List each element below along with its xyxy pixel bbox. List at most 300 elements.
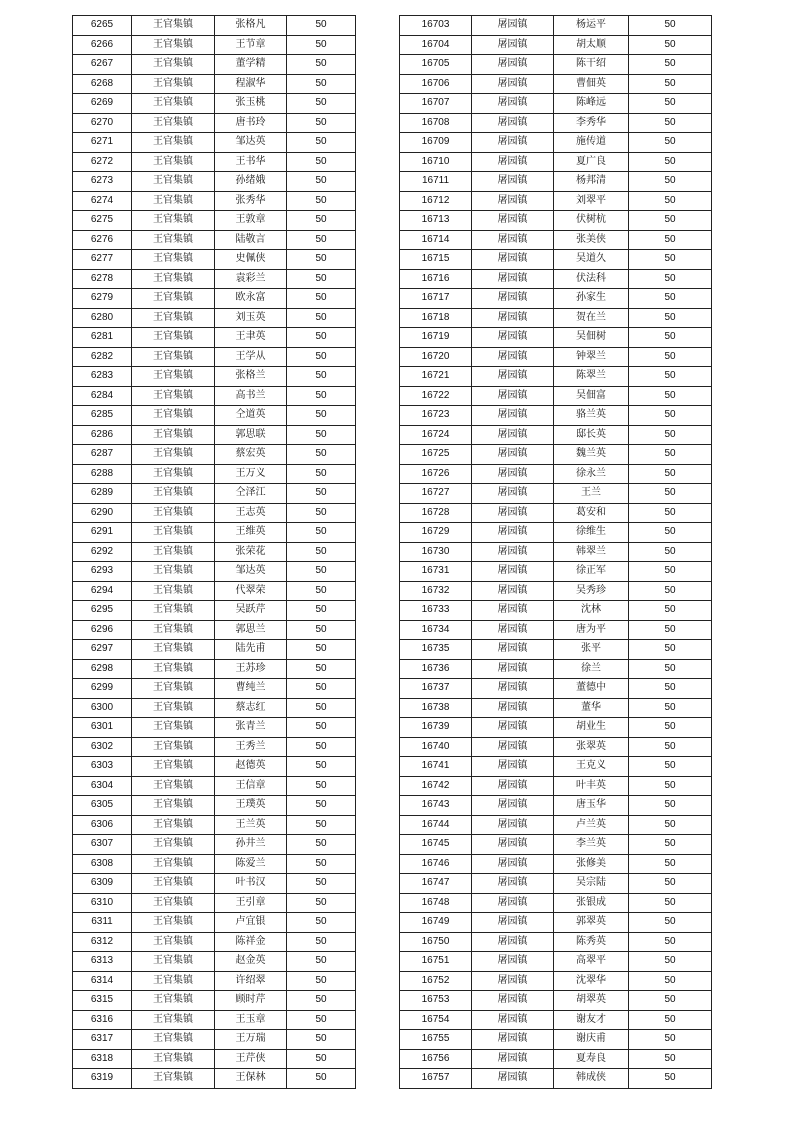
serial-number-cell: 16756 bbox=[400, 1049, 472, 1069]
amount-cell: 50 bbox=[629, 172, 712, 192]
amount-cell: 50 bbox=[629, 347, 712, 367]
table-row bbox=[73, 737, 356, 757]
amount-cell: 50 bbox=[629, 952, 712, 972]
amount-cell: 50 bbox=[629, 718, 712, 738]
amount-cell: 50 bbox=[629, 503, 712, 523]
name-cell: 卢兰英 bbox=[554, 815, 629, 835]
table-row bbox=[73, 718, 356, 738]
name-cell: 邹达英 bbox=[215, 562, 287, 582]
town-cell: 屠园镇 bbox=[472, 815, 554, 835]
amount-cell: 50 bbox=[629, 737, 712, 757]
amount-cell: 50 bbox=[287, 952, 356, 972]
name-cell: 张格凡 bbox=[215, 16, 287, 36]
town-cell: 王官集镇 bbox=[132, 55, 215, 75]
serial-number-cell: 16734 bbox=[400, 620, 472, 640]
name-cell: 李秀华 bbox=[554, 113, 629, 133]
table-row bbox=[400, 640, 712, 660]
serial-number-cell: 6270 bbox=[73, 113, 132, 133]
serial-number-cell: 6309 bbox=[73, 874, 132, 894]
name-cell: 陆敬言 bbox=[215, 230, 287, 250]
table-row bbox=[73, 1069, 356, 1089]
amount-cell: 50 bbox=[287, 211, 356, 231]
amount-cell: 50 bbox=[287, 796, 356, 816]
town-cell: 王官集镇 bbox=[132, 874, 215, 894]
serial-number-cell: 6286 bbox=[73, 425, 132, 445]
table-row bbox=[400, 737, 712, 757]
serial-number-cell: 16746 bbox=[400, 854, 472, 874]
serial-number-cell: 6269 bbox=[73, 94, 132, 114]
serial-number-cell: 6288 bbox=[73, 464, 132, 484]
amount-cell: 50 bbox=[287, 347, 356, 367]
name-cell: 顾时芹 bbox=[215, 991, 287, 1011]
name-cell: 王敦章 bbox=[215, 211, 287, 231]
amount-cell: 50 bbox=[629, 1030, 712, 1050]
name-cell: 王维英 bbox=[215, 523, 287, 543]
amount-cell: 50 bbox=[287, 913, 356, 933]
town-cell: 王官集镇 bbox=[132, 172, 215, 192]
table-row bbox=[73, 425, 356, 445]
name-cell: 张修美 bbox=[554, 854, 629, 874]
town-cell: 王官集镇 bbox=[132, 640, 215, 660]
amount-cell: 50 bbox=[287, 367, 356, 387]
amount-cell: 50 bbox=[629, 250, 712, 270]
amount-cell: 50 bbox=[287, 35, 356, 55]
amount-cell: 50 bbox=[287, 932, 356, 952]
serial-number-cell: 16738 bbox=[400, 698, 472, 718]
name-cell: 仝道英 bbox=[215, 406, 287, 426]
table-row bbox=[400, 74, 712, 94]
town-cell: 屠园镇 bbox=[472, 328, 554, 348]
serial-number-cell: 6277 bbox=[73, 250, 132, 270]
town-cell: 屠园镇 bbox=[472, 113, 554, 133]
serial-number-cell: 6265 bbox=[73, 16, 132, 36]
town-cell: 王官集镇 bbox=[132, 152, 215, 172]
town-cell: 屠园镇 bbox=[472, 347, 554, 367]
town-cell: 屠园镇 bbox=[472, 152, 554, 172]
serial-number-cell: 6297 bbox=[73, 640, 132, 660]
name-cell: 高翠平 bbox=[554, 952, 629, 972]
name-cell: 李兰英 bbox=[554, 835, 629, 855]
table-row bbox=[73, 211, 356, 231]
serial-number-cell: 16717 bbox=[400, 289, 472, 309]
amount-cell: 50 bbox=[629, 1049, 712, 1069]
serial-number-cell: 16725 bbox=[400, 445, 472, 465]
serial-number-cell: 6273 bbox=[73, 172, 132, 192]
name-cell: 蔡宏英 bbox=[215, 445, 287, 465]
serial-number-cell: 6285 bbox=[73, 406, 132, 426]
table-row bbox=[400, 16, 712, 36]
amount-cell: 50 bbox=[629, 74, 712, 94]
name-cell: 董华 bbox=[554, 698, 629, 718]
name-cell: 张银成 bbox=[554, 893, 629, 913]
name-cell: 韩成侠 bbox=[554, 1069, 629, 1089]
serial-number-cell: 16726 bbox=[400, 464, 472, 484]
serial-number-cell: 16737 bbox=[400, 679, 472, 699]
table-row bbox=[400, 250, 712, 270]
amount-cell: 50 bbox=[629, 932, 712, 952]
table-row bbox=[73, 991, 356, 1011]
town-cell: 王官集镇 bbox=[132, 328, 215, 348]
amount-cell: 50 bbox=[287, 1010, 356, 1030]
amount-cell: 50 bbox=[287, 1069, 356, 1089]
serial-number-cell: 16714 bbox=[400, 230, 472, 250]
serial-number-cell: 6298 bbox=[73, 659, 132, 679]
name-cell: 邹达英 bbox=[215, 133, 287, 153]
amount-cell: 50 bbox=[629, 640, 712, 660]
town-cell: 王官集镇 bbox=[132, 698, 215, 718]
amount-cell: 50 bbox=[629, 874, 712, 894]
amount-cell: 50 bbox=[287, 94, 356, 114]
left-roster-body bbox=[73, 16, 356, 1089]
town-cell: 王官集镇 bbox=[132, 308, 215, 328]
serial-number-cell: 16709 bbox=[400, 133, 472, 153]
table-row bbox=[400, 328, 712, 348]
name-cell: 施传道 bbox=[554, 133, 629, 153]
name-cell: 赵金英 bbox=[215, 952, 287, 972]
town-cell: 王官集镇 bbox=[132, 406, 215, 426]
name-cell: 吴道久 bbox=[554, 250, 629, 270]
serial-number-cell: 6274 bbox=[73, 191, 132, 211]
amount-cell: 50 bbox=[629, 523, 712, 543]
table-row bbox=[400, 1030, 712, 1050]
table-row bbox=[73, 659, 356, 679]
table-row bbox=[400, 1069, 712, 1089]
table-row bbox=[73, 503, 356, 523]
amount-cell: 50 bbox=[287, 308, 356, 328]
name-cell: 叶书汉 bbox=[215, 874, 287, 894]
table-row bbox=[73, 464, 356, 484]
table-row bbox=[73, 94, 356, 114]
table-row bbox=[73, 581, 356, 601]
serial-number-cell: 6291 bbox=[73, 523, 132, 543]
table-row bbox=[73, 16, 356, 36]
name-cell: 徐兰 bbox=[554, 659, 629, 679]
table-row bbox=[400, 172, 712, 192]
amount-cell: 50 bbox=[287, 737, 356, 757]
serial-number-cell: 6293 bbox=[73, 562, 132, 582]
town-cell: 屠园镇 bbox=[472, 581, 554, 601]
town-cell: 屠园镇 bbox=[472, 386, 554, 406]
table-row bbox=[73, 776, 356, 796]
amount-cell: 50 bbox=[287, 230, 356, 250]
table-row bbox=[400, 815, 712, 835]
town-cell: 王官集镇 bbox=[132, 347, 215, 367]
town-cell: 屠园镇 bbox=[472, 445, 554, 465]
table-row bbox=[400, 269, 712, 289]
serial-number-cell: 6313 bbox=[73, 952, 132, 972]
table-row bbox=[400, 230, 712, 250]
amount-cell: 50 bbox=[629, 35, 712, 55]
table-row bbox=[400, 542, 712, 562]
town-cell: 屠园镇 bbox=[472, 289, 554, 309]
town-cell: 屠园镇 bbox=[472, 1069, 554, 1089]
name-cell: 高书兰 bbox=[215, 386, 287, 406]
table-row bbox=[73, 815, 356, 835]
name-cell: 史佩侠 bbox=[215, 250, 287, 270]
name-cell: 吴秀珍 bbox=[554, 581, 629, 601]
town-cell: 王官集镇 bbox=[132, 250, 215, 270]
amount-cell: 50 bbox=[287, 835, 356, 855]
serial-number-cell: 6280 bbox=[73, 308, 132, 328]
name-cell: 王志英 bbox=[215, 503, 287, 523]
town-cell: 屠园镇 bbox=[472, 737, 554, 757]
name-cell: 徐维生 bbox=[554, 523, 629, 543]
amount-cell: 50 bbox=[287, 464, 356, 484]
name-cell: 杨运平 bbox=[554, 16, 629, 36]
town-cell: 屠园镇 bbox=[472, 484, 554, 504]
serial-number-cell: 16754 bbox=[400, 1010, 472, 1030]
table-row bbox=[73, 308, 356, 328]
name-cell: 夏寿良 bbox=[554, 1049, 629, 1069]
serial-number-cell: 16708 bbox=[400, 113, 472, 133]
amount-cell: 50 bbox=[287, 191, 356, 211]
name-cell: 张荣花 bbox=[215, 542, 287, 562]
amount-cell: 50 bbox=[629, 581, 712, 601]
table-row bbox=[400, 1010, 712, 1030]
town-cell: 王官集镇 bbox=[132, 737, 215, 757]
table-row bbox=[73, 601, 356, 621]
table-row bbox=[73, 445, 356, 465]
name-cell: 伏树杭 bbox=[554, 211, 629, 231]
name-cell: 张翠英 bbox=[554, 737, 629, 757]
table-row bbox=[73, 893, 356, 913]
town-cell: 屠园镇 bbox=[472, 503, 554, 523]
town-cell: 王官集镇 bbox=[132, 211, 215, 231]
town-cell: 屠园镇 bbox=[472, 952, 554, 972]
amount-cell: 50 bbox=[629, 269, 712, 289]
name-cell: 叶丰英 bbox=[554, 776, 629, 796]
serial-number-cell: 16752 bbox=[400, 971, 472, 991]
name-cell: 陈翠兰 bbox=[554, 367, 629, 387]
name-cell: 骆兰英 bbox=[554, 406, 629, 426]
town-cell: 王官集镇 bbox=[132, 913, 215, 933]
town-cell: 屠园镇 bbox=[472, 16, 554, 36]
table-row bbox=[400, 191, 712, 211]
town-cell: 屠园镇 bbox=[472, 620, 554, 640]
amount-cell: 50 bbox=[287, 659, 356, 679]
town-cell: 王官集镇 bbox=[132, 269, 215, 289]
name-cell: 杨邦清 bbox=[554, 172, 629, 192]
serial-number-cell: 6267 bbox=[73, 55, 132, 75]
serial-number-cell: 16753 bbox=[400, 991, 472, 1011]
amount-cell: 50 bbox=[629, 776, 712, 796]
table-row bbox=[73, 347, 356, 367]
town-cell: 王官集镇 bbox=[132, 484, 215, 504]
serial-number-cell: 6276 bbox=[73, 230, 132, 250]
amount-cell: 50 bbox=[629, 698, 712, 718]
town-cell: 王官集镇 bbox=[132, 1010, 215, 1030]
serial-number-cell: 16718 bbox=[400, 308, 472, 328]
amount-cell: 50 bbox=[629, 562, 712, 582]
table-row bbox=[73, 328, 356, 348]
amount-cell: 50 bbox=[629, 386, 712, 406]
town-cell: 屠园镇 bbox=[472, 1030, 554, 1050]
town-cell: 屠园镇 bbox=[472, 542, 554, 562]
town-cell: 屠园镇 bbox=[472, 562, 554, 582]
table-row bbox=[73, 971, 356, 991]
serial-number-cell: 16727 bbox=[400, 484, 472, 504]
table-row bbox=[73, 679, 356, 699]
name-cell: 陈峰远 bbox=[554, 94, 629, 114]
amount-cell: 50 bbox=[629, 94, 712, 114]
serial-number-cell: 6302 bbox=[73, 737, 132, 757]
town-cell: 屠园镇 bbox=[472, 269, 554, 289]
town-cell: 屠园镇 bbox=[472, 757, 554, 777]
serial-number-cell: 6266 bbox=[73, 35, 132, 55]
serial-number-cell: 16743 bbox=[400, 796, 472, 816]
serial-number-cell: 6306 bbox=[73, 815, 132, 835]
serial-number-cell: 16703 bbox=[400, 16, 472, 36]
table-row bbox=[73, 542, 356, 562]
serial-number-cell: 6271 bbox=[73, 133, 132, 153]
town-cell: 屠园镇 bbox=[472, 913, 554, 933]
table-row bbox=[73, 1049, 356, 1069]
amount-cell: 50 bbox=[629, 620, 712, 640]
amount-cell: 50 bbox=[287, 620, 356, 640]
serial-number-cell: 16747 bbox=[400, 874, 472, 894]
amount-cell: 50 bbox=[629, 406, 712, 426]
amount-cell: 50 bbox=[629, 835, 712, 855]
town-cell: 屠园镇 bbox=[472, 230, 554, 250]
right-roster-table bbox=[399, 15, 712, 1089]
name-cell: 曹佃英 bbox=[554, 74, 629, 94]
name-cell: 孙绪娥 bbox=[215, 172, 287, 192]
amount-cell: 50 bbox=[287, 815, 356, 835]
name-cell: 王兰 bbox=[554, 484, 629, 504]
town-cell: 王官集镇 bbox=[132, 932, 215, 952]
serial-number-cell: 6281 bbox=[73, 328, 132, 348]
serial-number-cell: 16705 bbox=[400, 55, 472, 75]
serial-number-cell: 6275 bbox=[73, 211, 132, 231]
town-cell: 王官集镇 bbox=[132, 503, 215, 523]
amount-cell: 50 bbox=[287, 757, 356, 777]
table-row bbox=[73, 698, 356, 718]
town-cell: 王官集镇 bbox=[132, 620, 215, 640]
name-cell: 袁彩兰 bbox=[215, 269, 287, 289]
table-row bbox=[73, 835, 356, 855]
serial-number-cell: 16755 bbox=[400, 1030, 472, 1050]
amount-cell: 50 bbox=[287, 601, 356, 621]
serial-number-cell: 6287 bbox=[73, 445, 132, 465]
serial-number-cell: 6310 bbox=[73, 893, 132, 913]
amount-cell: 50 bbox=[287, 640, 356, 660]
serial-number-cell: 16719 bbox=[400, 328, 472, 348]
town-cell: 屠园镇 bbox=[472, 55, 554, 75]
name-cell: 赵德英 bbox=[215, 757, 287, 777]
town-cell: 屠园镇 bbox=[472, 971, 554, 991]
serial-number-cell: 6305 bbox=[73, 796, 132, 816]
town-cell: 王官集镇 bbox=[132, 191, 215, 211]
table-row bbox=[400, 757, 712, 777]
table-row bbox=[73, 133, 356, 153]
town-cell: 屠园镇 bbox=[472, 308, 554, 328]
town-cell: 王官集镇 bbox=[132, 562, 215, 582]
serial-number-cell: 6300 bbox=[73, 698, 132, 718]
name-cell: 夏广良 bbox=[554, 152, 629, 172]
amount-cell: 50 bbox=[629, 133, 712, 153]
name-cell: 陈秀英 bbox=[554, 932, 629, 952]
name-cell: 郭翠英 bbox=[554, 913, 629, 933]
serial-number-cell: 6299 bbox=[73, 679, 132, 699]
table-row bbox=[73, 230, 356, 250]
amount-cell: 50 bbox=[629, 445, 712, 465]
amount-cell: 50 bbox=[287, 55, 356, 75]
table-row bbox=[73, 406, 356, 426]
table-row bbox=[73, 854, 356, 874]
town-cell: 王官集镇 bbox=[132, 776, 215, 796]
table-row bbox=[400, 971, 712, 991]
serial-number-cell: 16710 bbox=[400, 152, 472, 172]
name-cell: 沈林 bbox=[554, 601, 629, 621]
table-row bbox=[400, 952, 712, 972]
serial-number-cell: 16740 bbox=[400, 737, 472, 757]
table-row bbox=[73, 367, 356, 387]
town-cell: 王官集镇 bbox=[132, 386, 215, 406]
amount-cell: 50 bbox=[287, 406, 356, 426]
table-row bbox=[400, 913, 712, 933]
town-cell: 王官集镇 bbox=[132, 718, 215, 738]
serial-number-cell: 16716 bbox=[400, 269, 472, 289]
name-cell: 韩翠兰 bbox=[554, 542, 629, 562]
name-cell: 陈祥金 bbox=[215, 932, 287, 952]
table-row bbox=[400, 445, 712, 465]
amount-cell: 50 bbox=[629, 913, 712, 933]
town-cell: 屠园镇 bbox=[472, 133, 554, 153]
amount-cell: 50 bbox=[287, 679, 356, 699]
serial-number-cell: 16757 bbox=[400, 1069, 472, 1089]
town-cell: 王官集镇 bbox=[132, 757, 215, 777]
table-row bbox=[73, 172, 356, 192]
town-cell: 屠园镇 bbox=[472, 874, 554, 894]
name-cell: 孙井兰 bbox=[215, 835, 287, 855]
town-cell: 屠园镇 bbox=[472, 640, 554, 660]
amount-cell: 50 bbox=[287, 328, 356, 348]
serial-number-cell: 16745 bbox=[400, 835, 472, 855]
name-cell: 吴佃树 bbox=[554, 328, 629, 348]
town-cell: 屠园镇 bbox=[472, 211, 554, 231]
amount-cell: 50 bbox=[287, 74, 356, 94]
table-row bbox=[73, 1010, 356, 1030]
table-row bbox=[73, 757, 356, 777]
table-row bbox=[400, 835, 712, 855]
amount-cell: 50 bbox=[287, 1030, 356, 1050]
town-cell: 王官集镇 bbox=[132, 94, 215, 114]
name-cell: 蔡志红 bbox=[215, 698, 287, 718]
amount-cell: 50 bbox=[629, 542, 712, 562]
name-cell: 贺在兰 bbox=[554, 308, 629, 328]
town-cell: 王官集镇 bbox=[132, 133, 215, 153]
serial-number-cell: 16707 bbox=[400, 94, 472, 114]
name-cell: 董德中 bbox=[554, 679, 629, 699]
table-row bbox=[73, 74, 356, 94]
town-cell: 屠园镇 bbox=[472, 991, 554, 1011]
serial-number-cell: 6312 bbox=[73, 932, 132, 952]
table-row bbox=[73, 523, 356, 543]
town-cell: 王官集镇 bbox=[132, 230, 215, 250]
table-row bbox=[400, 893, 712, 913]
serial-number-cell: 16744 bbox=[400, 815, 472, 835]
name-cell: 许绍翠 bbox=[215, 971, 287, 991]
serial-number-cell: 6311 bbox=[73, 913, 132, 933]
table-row bbox=[400, 152, 712, 172]
table-row bbox=[400, 718, 712, 738]
name-cell: 董学精 bbox=[215, 55, 287, 75]
serial-number-cell: 6279 bbox=[73, 289, 132, 309]
name-cell: 张玉桃 bbox=[215, 94, 287, 114]
name-cell: 钟翠兰 bbox=[554, 347, 629, 367]
serial-number-cell: 16735 bbox=[400, 640, 472, 660]
serial-number-cell: 16730 bbox=[400, 542, 472, 562]
